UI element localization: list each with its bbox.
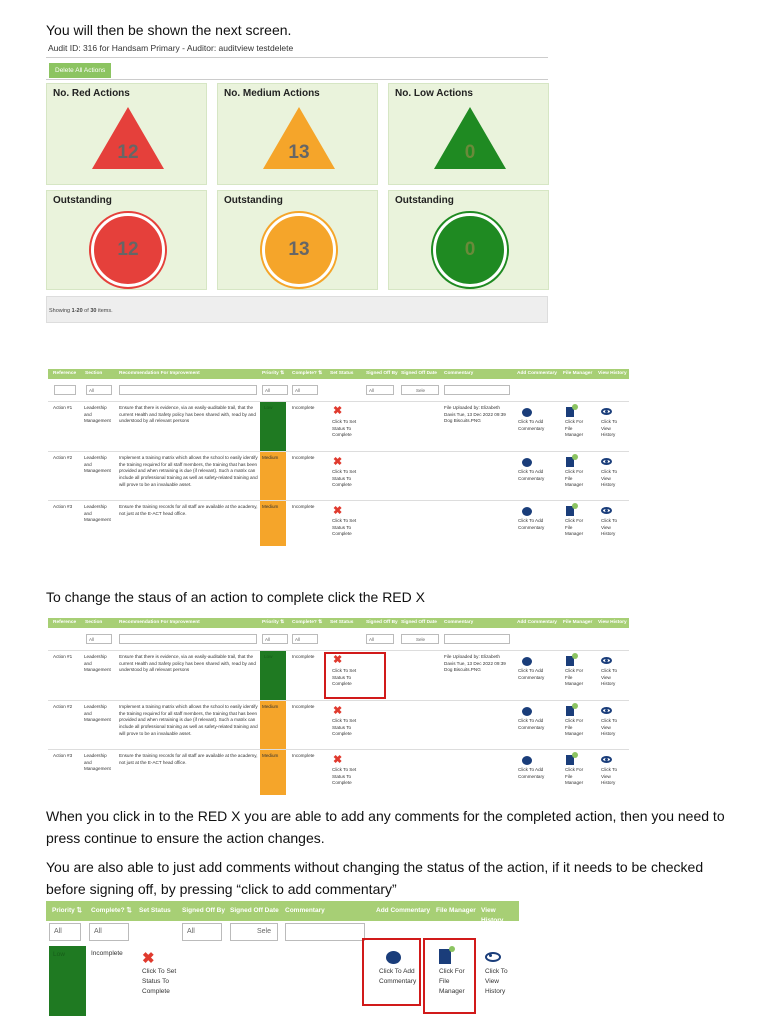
- file-manager-icon[interactable]: [566, 755, 574, 765]
- card-outstanding-red: [46, 190, 207, 290]
- card-title: No. Red Actions: [53, 88, 130, 99]
- highlight-red-x: [324, 652, 386, 699]
- view-history-eye-icon[interactable]: [601, 408, 612, 415]
- col-set-status[interactable]: Set Status: [139, 907, 171, 914]
- col-signed-off-by[interactable]: Signed Off By: [366, 371, 398, 376]
- view-history-eye-icon[interactable]: [485, 952, 501, 962]
- priority-filter[interactable]: All: [262, 385, 288, 395]
- set-status-link[interactable]: Click To Set Status To Complete: [332, 419, 357, 438]
- green-circle-icon: [433, 213, 507, 287]
- col-complete[interactable]: Complete? ⇅: [292, 371, 323, 376]
- col-priority[interactable]: Priority ⇅: [262, 620, 285, 625]
- section-filter[interactable]: All: [86, 634, 112, 644]
- commentary-filter[interactable]: [444, 634, 510, 644]
- card-outstanding-medium: [217, 190, 378, 290]
- audit-line: Audit ID: 316 for Handsam Primary - Auditor: auditview testdelete: [48, 43, 294, 53]
- priority-low: Low: [49, 946, 86, 1016]
- view-history-eye-icon[interactable]: [601, 507, 612, 514]
- col-signed-off-date[interactable]: Signed Off Date: [230, 907, 279, 914]
- view-history-link[interactable]: Click To View History: [485, 968, 508, 995]
- priority-filter[interactable]: All: [49, 923, 81, 941]
- red-circle-icon: [91, 213, 165, 287]
- row-recommendation: Implement a training matrix which allows the school to easily identify the training required for all staff members, the training that has been provided and when retraining is due (if relevant). Such a matrix can include all professional training as well as safety-related training and will prove to be an invaluable asset.: [119, 455, 258, 487]
- table-row: [48, 700, 629, 748]
- highlight-file-manager: [423, 938, 476, 1014]
- col-priority[interactable]: Priority ⇅: [52, 907, 83, 914]
- add-commentary-link[interactable]: Click To Add Commentary: [379, 968, 417, 985]
- row-section: Leadership and Management: [84, 654, 111, 673]
- row-section: Leadership and Management: [84, 455, 111, 474]
- col-complete[interactable]: Complete? ⇅: [292, 620, 323, 625]
- signed-off-by-filter[interactable]: All: [366, 634, 394, 644]
- file-manager-icon[interactable]: [566, 656, 574, 666]
- commentary-icon[interactable]: [522, 408, 532, 417]
- row-section: Leadership and Management: [84, 704, 111, 723]
- file-manager-link[interactable]: Click For File Manager: [565, 718, 584, 737]
- table-row: [48, 749, 629, 794]
- divider: [46, 57, 548, 58]
- col-priority[interactable]: Priority ⇅: [262, 371, 285, 376]
- view-history-eye-icon[interactable]: [601, 657, 612, 664]
- set-status-x-icon[interactable]: ✖: [142, 950, 155, 967]
- set-status-link[interactable]: Click To Set Status To Complete: [142, 968, 177, 995]
- row-commentary: File Uploaded by: Elizabeth Davis Tue, 13 Dec 2022 09:39 Dog Biscuits.PNG: [444, 654, 506, 673]
- row-complete: Incomplete: [292, 654, 315, 659]
- recommendation-filter[interactable]: [119, 634, 257, 644]
- view-history-link[interactable]: Click To View History: [601, 718, 617, 737]
- row-complete: Incomplete: [292, 704, 315, 709]
- set-status-x-icon[interactable]: ✖: [333, 705, 343, 717]
- row-reference: Action #1: [53, 654, 73, 659]
- col-complete[interactable]: Complete? ⇅: [91, 907, 132, 914]
- row-reference: Action #1: [53, 405, 73, 410]
- file-manager-icon[interactable]: [566, 506, 574, 516]
- priority-medium: Medium: [260, 750, 286, 795]
- actions-table-highlighted: [48, 618, 629, 794]
- row-section: Leadership and Management: [84, 504, 111, 523]
- complete-filter[interactable]: All: [292, 634, 318, 644]
- table-row: [48, 500, 629, 545]
- add-commentary-link[interactable]: Click To Add Commentary: [518, 419, 545, 431]
- set-status-x-icon[interactable]: ✖: [333, 405, 343, 417]
- view-history-eye-icon[interactable]: [601, 707, 612, 714]
- add-commentary-link[interactable]: Click To Add Commentary: [518, 668, 545, 680]
- file-manager-link[interactable]: Click For File Manager: [565, 419, 584, 438]
- commentary-filter[interactable]: [444, 385, 510, 395]
- recommendation-filter[interactable]: [119, 385, 257, 395]
- table-row: [48, 401, 629, 450]
- card-title: Outstanding: [224, 195, 283, 206]
- row-reference: Action #3: [53, 753, 73, 758]
- priority-low: Low: [260, 651, 286, 700]
- set-status-link[interactable]: Click To Set Status To Complete: [332, 668, 357, 687]
- col-set-status[interactable]: Set Status: [330, 371, 354, 376]
- signed-off-date-filter[interactable]: Sele: [230, 923, 278, 941]
- add-commentary-link[interactable]: Click To Add Commentary: [518, 469, 545, 481]
- orange-circle-icon: [262, 213, 336, 287]
- set-status-x-icon[interactable]: ✖: [333, 754, 343, 766]
- priority-filter[interactable]: All: [262, 634, 288, 644]
- view-history-link[interactable]: Click To View History: [601, 668, 617, 687]
- actions-table: [48, 369, 629, 545]
- file-manager-icon[interactable]: [566, 457, 574, 467]
- signed-off-by-filter[interactable]: All: [366, 385, 394, 395]
- col-view-history[interactable]: View History: [598, 620, 627, 625]
- row-recommendation: Ensure the training records for all staff are available at the academy, not just at the E-ACT head office.: [119, 753, 258, 765]
- set-status-x-icon[interactable]: ✖: [333, 654, 343, 666]
- row-recommendation: Ensure that there is evidence, via an easily-auditable trail, that the current Health and Safety policy has been shared with, read by and understood by all relevant persons: [119, 405, 256, 424]
- add-commentary-link[interactable]: Click To Add Commentary: [518, 767, 545, 779]
- file-manager-link[interactable]: Click For File Manager: [439, 968, 465, 995]
- col-recommendation[interactable]: Recommendation For Improvement: [119, 620, 200, 625]
- col-signed-off-date[interactable]: Signed Off Date: [401, 371, 437, 376]
- set-status-link[interactable]: Click To Set Status To Complete: [332, 469, 357, 488]
- set-status-x-icon[interactable]: ✖: [333, 505, 343, 517]
- row-reference: Action #3: [53, 504, 73, 509]
- row-recommendation: Ensure the training records for all staff are available at the academy, not just at the E-ACT head office.: [119, 504, 258, 516]
- row-commentary: File Uploaded by: Elizabeth Davis Tue, 13 Dec 2022 09:39 Dog Biscuits.PNG: [444, 405, 506, 424]
- view-history-eye-icon[interactable]: [601, 756, 612, 763]
- card-value: 13: [288, 142, 310, 163]
- col-file-manager[interactable]: File Manager: [436, 907, 476, 914]
- view-history-link[interactable]: Click To View History: [601, 419, 617, 438]
- table-header: [48, 618, 629, 628]
- commentary-icon[interactable]: [522, 707, 532, 716]
- row-recommendation: Implement a training matrix which allows the school to easily identify the training required for all staff members, the training that has been provided and when retraining is due (if relevant). Such a matrix can include all professional training as well as safety-related training and will prove to be an invaluable asset.: [119, 704, 258, 736]
- card-low-actions: [388, 83, 549, 185]
- col-commentary[interactable]: Commentary: [444, 371, 474, 376]
- col-add-commentary[interactable]: Add Commentary: [517, 371, 557, 376]
- card-title: No. Medium Actions: [224, 88, 320, 99]
- col-signed-off-by[interactable]: Signed Off By: [182, 907, 225, 914]
- table-header: [48, 369, 629, 379]
- highlight-add-commentary: [362, 938, 421, 1006]
- col-file-manager[interactable]: File Manager: [563, 620, 593, 625]
- col-section[interactable]: Section: [85, 620, 103, 625]
- priority-medium: Medium: [260, 501, 286, 546]
- col-view-history[interactable]: View History: [481, 907, 504, 924]
- commentary-icon[interactable]: [522, 507, 532, 516]
- file-manager-link[interactable]: Click For File Manager: [565, 668, 584, 687]
- zoomed-table: [46, 901, 519, 1016]
- priority-medium: Medium: [260, 701, 286, 749]
- row-section: Leadership and Management: [84, 753, 111, 772]
- card-title: Outstanding: [395, 195, 454, 206]
- row-complete: Incomplete: [292, 405, 315, 410]
- view-history-link[interactable]: Click To View History: [601, 767, 617, 786]
- card-value: 0: [464, 142, 476, 163]
- paragraph-red-x: When you click in to the RED X you are able to add any comments for the completed action, then you need to press continue to ensure the action changes.: [46, 808, 725, 846]
- file-manager-link[interactable]: Click For File Manager: [565, 469, 584, 488]
- commentary-icon[interactable]: [522, 756, 532, 765]
- table-row: [48, 451, 629, 499]
- row-reference: Action #2: [53, 704, 73, 709]
- row-recommendation: Ensure that there is evidence, via an easily-auditable trail, that the current Health and Safety policy has been shared with, read by and understood by all relevant persons: [119, 654, 256, 673]
- commentary-filter[interactable]: [285, 923, 365, 941]
- col-add-commentary[interactable]: Add Commentary: [517, 620, 557, 625]
- card-outstanding-low: [388, 190, 549, 290]
- card-value: 0: [464, 239, 476, 260]
- heading-change-status: To change the staus of an action to complete click the RED X: [46, 589, 425, 605]
- view-history-link[interactable]: Click To View History: [601, 518, 617, 537]
- section-filter[interactable]: All: [86, 385, 112, 395]
- add-commentary-link[interactable]: Click To Add Commentary: [518, 718, 545, 730]
- priority-low: Low: [260, 402, 286, 451]
- col-add-commentary[interactable]: Add Commentary: [376, 907, 431, 914]
- set-status-link[interactable]: Click To Set Status To Complete: [332, 718, 357, 737]
- reference-filter[interactable]: [54, 385, 76, 395]
- col-recommendation[interactable]: Recommendation For Improvement: [119, 371, 200, 376]
- signed-off-date-filter[interactable]: Sele: [401, 634, 439, 644]
- set-status-x-icon[interactable]: ✖: [333, 456, 343, 468]
- commentary-icon[interactable]: [522, 458, 532, 467]
- set-status-link[interactable]: Click To Set Status To Complete: [332, 767, 357, 786]
- col-reference[interactable]: Reference: [53, 371, 77, 376]
- card-value: 12: [117, 142, 139, 163]
- col-signed-off-by[interactable]: Signed Off By: [366, 620, 398, 625]
- row-complete: Incomplete: [292, 504, 315, 509]
- heading-next-screen: You will then be shown the next screen.: [46, 22, 292, 38]
- view-history-eye-icon[interactable]: [601, 458, 612, 465]
- view-history-link[interactable]: Click To View History: [601, 469, 617, 488]
- priority-medium: Medium: [260, 452, 286, 500]
- col-view-history[interactable]: View History: [598, 371, 627, 376]
- card-medium-actions: [217, 83, 378, 185]
- col-reference[interactable]: Reference: [53, 620, 77, 625]
- complete-filter[interactable]: All: [89, 923, 129, 941]
- col-section[interactable]: Section: [85, 371, 103, 376]
- col-commentary[interactable]: Commentary: [285, 907, 325, 914]
- card-red-actions: [46, 83, 207, 185]
- paragraph-add-commentary: You are also able to just add comments without changing the status of the action, if it needs to be checked before signing off, by pressing “click to add commentary”: [46, 859, 704, 897]
- row-complete: Incomplete: [91, 950, 123, 957]
- divider: [46, 79, 548, 80]
- card-title: Outstanding: [53, 195, 112, 206]
- row-complete: Incomplete: [292, 753, 315, 758]
- col-set-status[interactable]: Set Status: [330, 620, 354, 625]
- col-file-manager[interactable]: File Manager: [563, 371, 593, 376]
- card-title: No. Low Actions: [395, 88, 473, 99]
- commentary-icon[interactable]: [522, 657, 532, 666]
- file-manager-icon[interactable]: [566, 706, 574, 716]
- card-value: 12: [117, 239, 139, 260]
- file-manager-icon[interactable]: [566, 407, 574, 417]
- row-section: Leadership and Management: [84, 405, 111, 424]
- row-reference: Action #2: [53, 455, 73, 460]
- col-commentary[interactable]: Commentary: [444, 620, 474, 625]
- file-manager-link[interactable]: Click For File Manager: [565, 767, 584, 786]
- signed-off-by-filter[interactable]: All: [182, 923, 222, 941]
- col-signed-off-date[interactable]: Signed Off Date: [401, 620, 437, 625]
- showing-summary: Showing 1-20 of 30 items.: [46, 296, 548, 323]
- complete-filter[interactable]: All: [292, 385, 318, 395]
- set-status-link[interactable]: Click To Set Status To Complete: [332, 518, 357, 537]
- row-complete: Incomplete: [292, 455, 315, 460]
- card-value: 13: [288, 239, 310, 260]
- signed-off-date-filter[interactable]: Sele: [401, 385, 439, 395]
- file-manager-link[interactable]: Click For File Manager: [565, 518, 584, 537]
- delete-all-actions-button[interactable]: Delete All Actions: [49, 63, 111, 78]
- add-commentary-link[interactable]: Click To Add Commentary: [518, 518, 545, 530]
